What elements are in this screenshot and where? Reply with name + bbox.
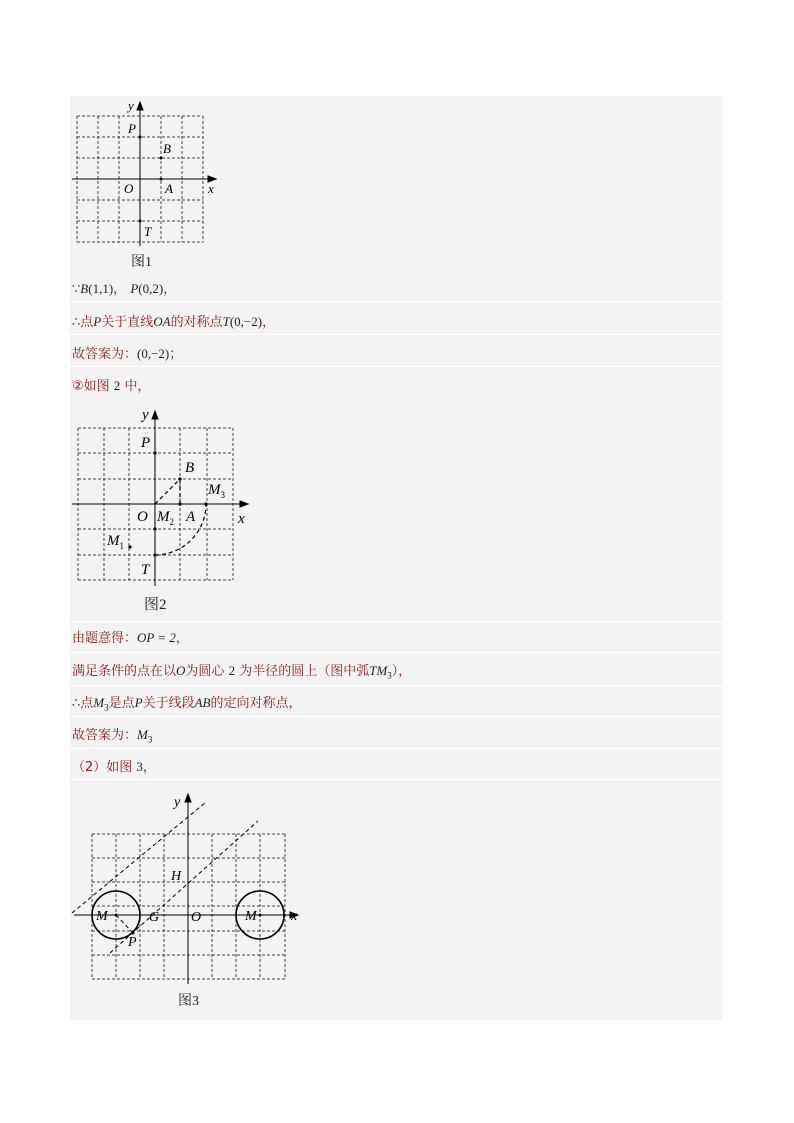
label-m-right: M: [245, 909, 257, 924]
row-separator: [70, 301, 723, 302]
label-y: y: [174, 795, 181, 810]
label-a: A: [165, 181, 173, 196]
segment-mp: [116, 915, 133, 933]
row-separator: [70, 621, 723, 622]
point-b: [160, 157, 163, 160]
text-line-5: 由题意得：OP = 2，: [72, 630, 189, 646]
label-x: x: [208, 181, 214, 196]
row-separator: [70, 334, 723, 335]
point-a: [178, 502, 181, 505]
point-m3: [204, 502, 207, 505]
point-m-right: [259, 914, 262, 917]
figure-3-caption: 图3: [178, 994, 199, 1009]
label-p: P: [128, 935, 137, 950]
text-line-3: 故答案为：(0,−2)；: [72, 346, 183, 362]
label-t: T: [141, 562, 150, 578]
label-g: G: [149, 910, 160, 925]
label-p: P: [128, 121, 136, 136]
text-line-2: ∴点P关于直线OA的对称点T(0,−2)，: [72, 314, 276, 330]
label-x: x: [291, 909, 298, 924]
figure-1-caption: 图1: [131, 255, 152, 270]
point-p: [153, 451, 156, 454]
row-separator: [70, 366, 723, 367]
text-line-7: ∴点$M_3$是点P关于线段AB的定向对称点，: [72, 695, 302, 713]
point-b: [178, 477, 181, 480]
row-separator: [70, 748, 723, 749]
text-line-4: ②如图 2 中，: [72, 378, 151, 394]
label-b: B: [163, 141, 171, 156]
label-o: O: [137, 509, 148, 525]
label-b: B: [185, 460, 195, 476]
figure-1: [70, 96, 230, 256]
figure-2: [70, 400, 260, 595]
row-separator: [70, 779, 723, 780]
text-line-6: 满足条件的点在以O为圆心 2 为半径的圆上（图中弧$TM_3$），: [72, 663, 412, 681]
label-x: x: [238, 511, 245, 527]
label-y: y: [128, 98, 134, 113]
label-m2: $M_2$: [157, 509, 174, 527]
point-m2: [153, 527, 156, 530]
label-o: O: [124, 181, 134, 196]
label-o: O: [191, 910, 202, 925]
text-line-8: 故答案为：$M_3$: [72, 727, 153, 745]
point-a: [160, 178, 163, 181]
text-line-9: （2）如图 3，: [72, 759, 156, 775]
label-m-left: M: [96, 909, 108, 924]
point-p: [139, 136, 142, 139]
point-m1: [128, 545, 131, 548]
label-y: y: [142, 407, 149, 423]
point-m-left: [115, 914, 118, 917]
label-p: P: [141, 435, 151, 451]
row-separator: [70, 716, 723, 717]
text-line-1: ∵B(1,1)， P(0,2)，: [72, 281, 177, 297]
point-t: [139, 220, 142, 223]
segment-ob: [155, 479, 180, 504]
point-t: [153, 553, 156, 556]
label-h: H: [171, 869, 182, 884]
figure-2-caption: 图2: [144, 597, 167, 613]
label-m1: $M_1$: [107, 533, 124, 551]
label-m3: $M_3$: [208, 482, 225, 500]
row-separator: [70, 685, 723, 686]
row-separator: [70, 652, 723, 653]
label-a: A: [186, 509, 196, 525]
label-t: T: [144, 224, 152, 239]
figure-3: [70, 788, 310, 993]
